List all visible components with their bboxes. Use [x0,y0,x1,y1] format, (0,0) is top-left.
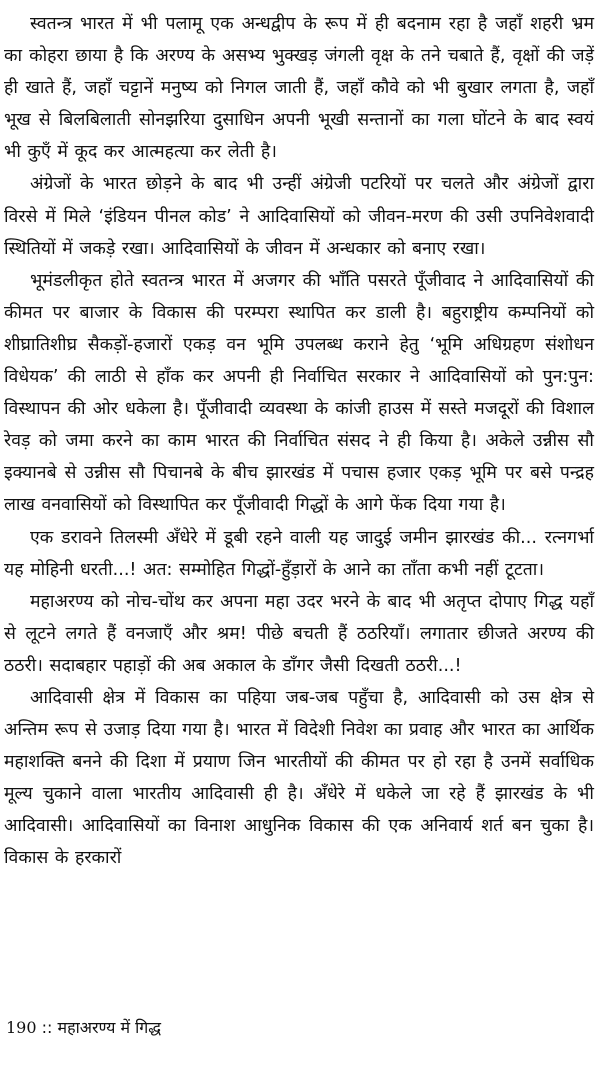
paragraph-british-legacy: अंग्रेजों के भारत छोड़ने के बाद भी उन्हीं अंग्रेजी पटरियों पर चलते और अंग्रेजों द्वारा विरसे में मिले ‘इंडियन पीनल कोड’ ने आदिवासियों को जीवन-मरण की उसी उपनिवेशवादी स्थितियों में जकड़े रखा। आदिवासियों के जीवन में अन्धकार को बनाए रखा। [4,174,594,259]
paragraph-palamu: स्वतन्त्र भारत में भी पलामू एक अन्धद्वीप के रूप में ही बदनाम रहा है जहाँ शहरी भ्रम का कोहरा छाया है कि अरण्य के असभ्य भुक्खड़ जंगली वृक्ष के तने चबाते हैं, वृक्षों की जड़ें ही खाते हैं, जहाँ चट्टानें मनुष्य को निगल जाती हैं, जहाँ कौवे को भी बुखार लगता है, जहाँ भूख से बिलबिलाती सोनझरिया दुसाधिन अपनी भूखी सन्तानों का गला घोंटने के बाद स्वयं भी कुएँ में कूद कर आत्महत्या कर लेती है। [4,14,594,163]
running-book-title: महाअरण्य में गिद्ध [57,1018,162,1037]
paragraph-development: आदिवासी क्षेत्र में विकास का पहिया जब-जब पहुँचा है, आदिवासी को उस क्षेत्र से अन्तिम रूप से उजाड़ दिया गया है। भारत में विदेशी निवेश का प्रवाह और भारत का आर्थिक महाशक्ति बनने की दिशा में प्रयाण जिन भारतीयों की कीमत पर हो रहा है उनमें सर्वाधिक मूल्य चुकाने वाला भारतीय आदिवासी ही है। अँधेरे में धकेले जा रहे हैं झारखंड के भी आदिवासी। आदिवासियों का विनाश आधुनिक विकास की एक अनिवार्य शर्त बन चुका है। विकास के हरकारों [4,687,594,869]
page-footer [6,1016,161,1040]
page-number: 190 [6,1018,37,1037]
paragraph-jharkhand-land: एक डरावने तिलस्मी अँधेरे में डूबी रहने वाली यह जादुई जमीन झारखंड की... रत्नगर्भा यह मोहिनी धरती...! अत: सम्मोहित गिद्धों-हुँड़ारों के आने का ताँता कभी नहीं टूटता। [4,527,594,580]
paragraph-forest-plunder: महाअरण्य को नोच-चोंथ कर अपना महा उदर भरने के बाद भी अतृप्त दोपाए गिद्ध यहाँ से लूटने लगते हैं वनजाएँ और श्रम! पीछे बचती हैं ठठरियाँ। लगातार छीजते अरण्य की ठठरी। सदाबहार पहाड़ों की अब अकाल के डाँगर जैसी दिखती ठठरी...! [4,591,594,676]
page-body [4,8,594,875]
footer-separator: :: [41,1018,53,1037]
paragraph-capitalism: भूमंडलीकृत होते स्वतन्त्र भारत में अजगर की भाँति पसरते पूँजीवाद ने आदिवासियों की कीमत पर बाजार के विकास की परम्परा स्थापित कर डाली है। बहुराष्ट्रीय कम्पनियों को शीघ्रातिशीघ्र सैकड़ों-हजारों एकड़ वन भूमि उपलब्ध कराने हेतु ‘भूमि अधिग्रहण संशोधन विधेयक’ की लाठी से हाँक कर अपनी ही निर्वाचित सरकार ने आदिवासियों को पुन:पुन: विस्थापन की ओर धकेला है। पूँजीवादी व्यवस्था के कांजी हाउस में सस्ते मजदूरों की विशाल रेवड़ को जमा करने का काम भारत की निर्वाचित संसद ने ही किया है। अकेले उन्नीस सौ इक्यानबे से उन्नीस सौ पिचानबे के बीच झारखंड में पचास हजार एकड़ भूमि पर बसे पन्द्रह लाख वनवासियों को विस्थापित कर पूँजीवादी गिद्धों के आगे फेंक दिया गया है। [4,270,594,516]
